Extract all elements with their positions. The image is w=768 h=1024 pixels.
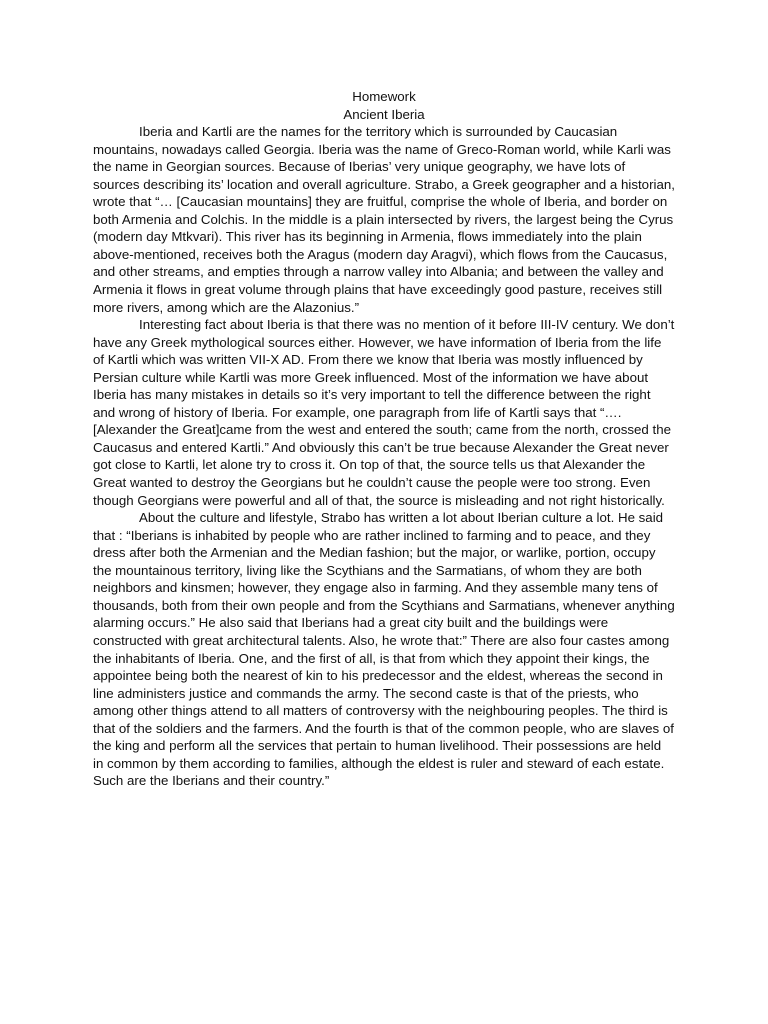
- document-page: [93, 88, 675, 790]
- document-subtitle: Ancient Iberia: [343, 106, 425, 122]
- document-title: Homework: [352, 89, 416, 104]
- paragraph-2: Interesting fact about Iberia is that there was no mention of it before III-IV century. We don’t have any Greek mythological sources either. However, we have information of Iberia from the life of Kartli which was written VII-X AD. From there we know that Iberia was mostly influenced by Persian culture while Kartli was more Greek influenced. Most of the information we have about Iberia has many mistakes in details so it’s very important to tell the difference between the right and wrong of history of Iberia. For example, one paragraph from life of Kartli says that “…. [Alexander the Great]came from the west and entered the south; came from the north, crossed the Caucasus and entered Kartli.” And obviously this can’t be true because Alexander the Great never got close to Kartli, let alone try to cross it. On top of that, the source tells us that Alexander the Great wanted to destroy the Georgians but he couldn’t cause the people were too strong. Even though Georgians were powerful and all of that, the source is misleading and not right historically.: [93, 317, 675, 508]
- paragraph-3: About the culture and lifestyle, Strabo has written a lot about Iberian culture a lot. He said that : “Iberians is inhabited by people who are rather inclined to farming and to peace, and they dress after both the Armenian and the Median fashion; but the major, or warlike, portion, occupy the mountainous territory, living like the Scythians and the Sarmatians, of whom they are both neighbors and kinsmen; however, they engage also in farming. And they assemble many tens of thousands, both from their own people and from the Scythians and Sarmatians, whenever anything alarming occurs.” He also said that Iberians had a great city built and the buildings were constructed with great architectural talents. Also, he wrote that:” There are also four castes among the inhabitants of Iberia. One, and the first of all, is that from which they appoint their kings, the appointee being both the nearest of kin to his predecessor and the eldest, whereas the second in line administers justice and commands the army. The second caste is that of the priests, who among other things attend to all matters of controversy with the neighbouring peoples. The third is that of the soldiers and the farmers. And the fourth is that of the common people, who are slaves of the king and perform all the services that pertain to human livelihood. Their possessions are held in common by them according to families, although the eldest is ruler and steward of each estate. Such are the Iberians and their country.”: [93, 510, 675, 789]
- paragraph-1: Iberia and Kartli are the names for the territory which is surrounded by Caucasian mountains, nowadays called Georgia. Iberia was the name of Greco-Roman world, while Karli was the name in Georgian sources. Because of Iberias’ very unique geography, we have lots of sources describing its’ location and overall agriculture. Strabo, a Greek geographer and a historian, wrote that “… [Caucasian mountains] they are fruitful, comprise the whole of Iberia, and border on both Armenia and Colchis. In the middle is a plain intersected by rivers, the largest being the Cyrus (modern day Mtkvari). This river has its beginning in Armenia, flows immediately into the plain above-mentioned, receives both the Aragus (modern day Aragvi), which flows from the Caucasus, and other streams, and empties through a narrow valley into Albania; and between the valley and Armenia it flows in great volume through plains that have exceedingly good pasture, receives still more rivers, among which are the Alazonius.”: [93, 124, 675, 315]
